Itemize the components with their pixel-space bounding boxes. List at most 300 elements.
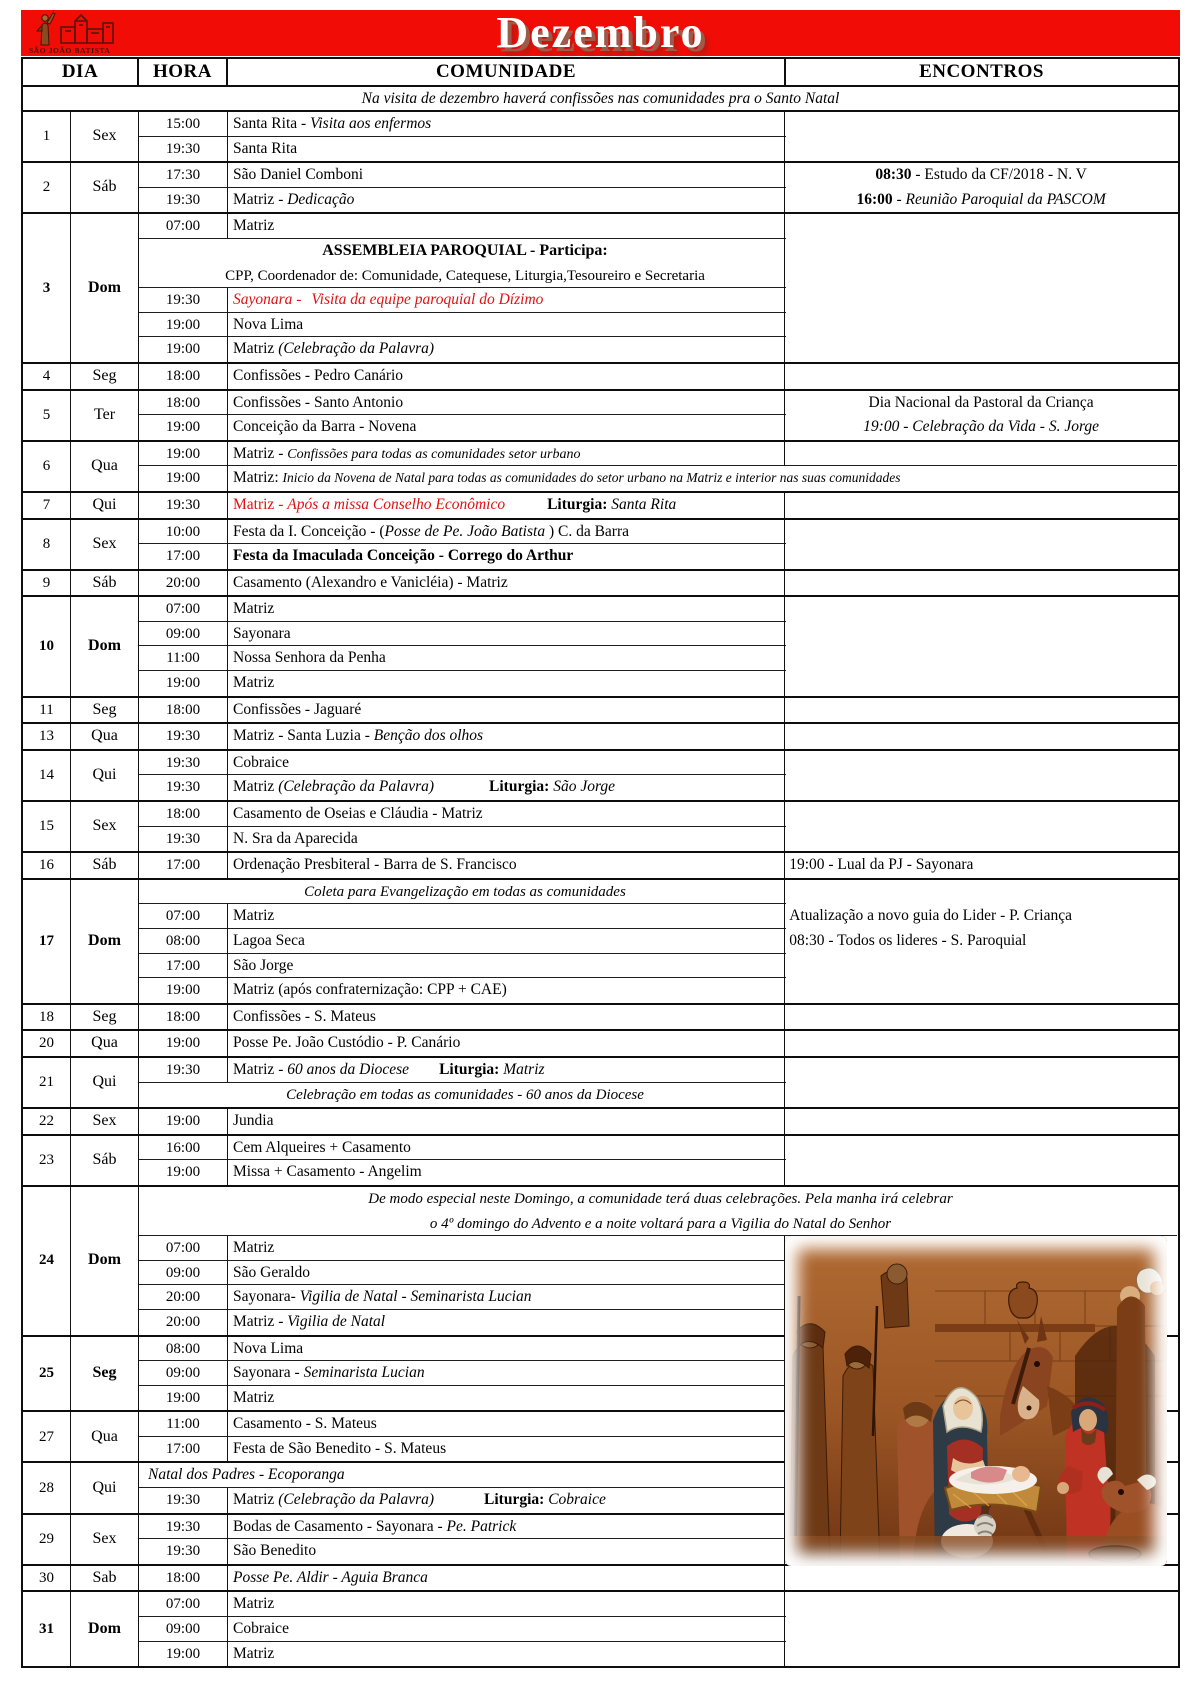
text-segment: Matriz - [233, 190, 288, 208]
community-cell [228, 1005, 786, 1030]
time-cell: 19:00 [139, 978, 228, 1003]
text-segment: Nossa Senhora da Penha [233, 649, 386, 667]
encontros-cell [784, 1031, 1177, 1056]
text-segment: Posse Pe. Aldir - Aguia Branca [233, 1568, 428, 1586]
time-cell: 19:00 [139, 1109, 228, 1134]
text-line [785, 391, 1177, 416]
time-cell: 15:00 [139, 112, 228, 137]
text-line [785, 904, 1177, 929]
text-segment: Festa da Imaculada Conceição - Corrego do Arthur [233, 547, 574, 565]
weekday-cell: Sex [71, 1515, 139, 1564]
community-cell [228, 597, 786, 622]
text-line [144, 1212, 1177, 1237]
text-segment: Matriz (após confraternização: CPP + CAE) [233, 981, 507, 999]
text-segment: Festa de São Benedito - S. Mateus [233, 1439, 447, 1457]
text-segment: (Celebração da Palavra) [278, 340, 435, 358]
community-cell [228, 112, 786, 137]
day-group [23, 1566, 1178, 1593]
text-segment: Santa Rita [611, 495, 677, 513]
month-title: Dezembro [496, 8, 705, 57]
text-line [785, 853, 1177, 878]
text-segment: Inicio da Novena de Natal para todas as comunidades do setor urbano na Matriz e interior nas suas comunidades [282, 470, 901, 486]
encontros-cell [784, 1005, 1177, 1030]
day-number-cell: 9 [23, 571, 71, 596]
encontros-cell [784, 571, 1177, 596]
time-cell: 11:00 [139, 646, 228, 671]
time-cell: 07:00 [139, 1236, 228, 1261]
community-cell [228, 1488, 786, 1513]
day-group [23, 520, 1178, 571]
time-cell: 11:00 [139, 1412, 228, 1437]
day-group [23, 493, 1178, 520]
text-segment: 08:30 [875, 166, 912, 184]
encontros-cell [784, 163, 1177, 212]
community-cell [228, 929, 786, 954]
text-segment: Matriz [233, 1644, 275, 1662]
community-cell [228, 520, 786, 545]
text-line [785, 188, 1177, 213]
day-group [23, 1058, 1178, 1109]
text-segment: De modo especial neste Domingo, a comunidade terá duas celebrações. Pela manha irá celebrar [368, 1190, 953, 1207]
text-segment: São Jorge [553, 778, 616, 796]
day-number-cell: 27 [23, 1412, 71, 1461]
column-header-dia: DIA [23, 59, 139, 85]
text-segment: Dedicação [287, 190, 355, 208]
weekday-cell: Seg [71, 364, 139, 389]
text-segment: Nova Lima [233, 315, 304, 333]
text-segment: - Estudo da CF/2018 - N. V [911, 166, 1087, 184]
day-number-cell: 29 [23, 1515, 71, 1564]
community-cell [228, 1136, 786, 1161]
text-segment: 19:00 - Lual da PJ - Sayonara [789, 856, 974, 874]
community-cell [228, 1437, 786, 1462]
weekday-cell: Seg [71, 698, 139, 723]
text-segment: São Benedito [233, 1542, 317, 1560]
text-segment: Santa Rita - [233, 115, 311, 132]
weekday-cell: Qua [71, 724, 139, 749]
community-cell [228, 1160, 786, 1185]
time-cell: 19:00 [139, 415, 228, 440]
encontros-cell [784, 214, 1177, 362]
time-cell: 19:00 [139, 1642, 228, 1667]
text-segment: Pe. Patrick [446, 1517, 517, 1535]
time-cell: 19:00 [139, 466, 228, 491]
text-segment: Cobraice [233, 1620, 289, 1638]
time-cell: 19:30 [139, 137, 228, 162]
text-segment: N. Sra da Aparecida [233, 829, 358, 847]
community-cell [228, 493, 786, 518]
day-group [23, 751, 1178, 802]
weekday-cell: Sáb [71, 163, 139, 212]
time-cell: 19:30 [139, 493, 228, 518]
community-cell [228, 571, 786, 596]
weekday-cell: Sáb [71, 1136, 139, 1185]
time-cell: 18:00 [139, 1566, 228, 1591]
day-number-cell: 21 [23, 1058, 71, 1107]
month-note: Na visita de dezembro haverá confissões nas comunidades pra o Santo Natal [21, 87, 1180, 112]
text-segment: Matriz [233, 1239, 275, 1257]
parish-logo-caption: SÃO JOÃO BATISTA [29, 46, 111, 55]
time-cell: 18:00 [139, 698, 228, 723]
day-group [23, 163, 1178, 214]
text-segment: Posse Pe. João Custódio - P. Canário [233, 1034, 461, 1052]
text-segment: Matriz [503, 1060, 545, 1078]
day-group [23, 802, 1178, 853]
time-cell: 09:00 [139, 1617, 228, 1642]
community-cell [228, 1236, 786, 1261]
community-span-cell [139, 1187, 1177, 1236]
time-cell: 17:30 [139, 163, 228, 188]
time-cell: 17:00 [139, 1437, 228, 1462]
day-number-cell: 15 [23, 802, 71, 851]
weekday-cell: Qui [71, 1058, 139, 1107]
day-group [23, 571, 1178, 598]
text-segment: 60 anos da Diocese [287, 1060, 410, 1078]
text-segment: Liturgia: [484, 1491, 549, 1509]
weekday-cell: Dom [71, 1592, 139, 1666]
community-cell [228, 1642, 786, 1667]
text-segment: Natal dos Padres - Ecoporanga [148, 1466, 345, 1484]
text-segment: Matriz [233, 1595, 275, 1613]
table-header [21, 57, 1180, 87]
day-number-cell: 5 [23, 391, 71, 440]
community-cell [228, 1566, 786, 1591]
text-segment: Matriz [233, 907, 275, 925]
text-segment: Santa Rita [233, 139, 298, 157]
day-number-cell: 6 [23, 442, 71, 491]
text-segment: Matriz [233, 340, 279, 358]
text-line [144, 1083, 786, 1108]
time-cell: 19:00 [139, 313, 228, 338]
time-cell: 16:00 [139, 1136, 228, 1161]
parish-logo [29, 11, 161, 56]
weekday-cell: Qui [71, 751, 139, 800]
text-segment: 19:00 - Celebração da Vida - S. Jorge [863, 418, 1100, 436]
community-cell [228, 137, 786, 162]
time-cell: 07:00 [139, 597, 228, 622]
text-segment: Reunião Paroquial da PASCOM [905, 190, 1106, 208]
community-span-cell [139, 239, 786, 288]
community-cell [228, 544, 786, 569]
weekday-cell: Sáb [71, 571, 139, 596]
community-cell [228, 1337, 786, 1362]
time-cell: 19:30 [139, 827, 228, 852]
text-segment: Matriz [233, 778, 279, 796]
text-segment: CPP, Coordenador de: Comunidade, Catequese, Liturgia,Tesoureiro e Secretaria [225, 267, 705, 284]
text-segment: Confissões - Pedro Canário [233, 366, 404, 384]
community-cell [228, 1058, 786, 1083]
day-number-cell: 11 [23, 698, 71, 723]
text-segment: Matriz [233, 1388, 275, 1406]
encontros-cell [784, 880, 1177, 1003]
text-segment: Lagoa Seca [233, 932, 305, 949]
weekday-cell: Sex [71, 802, 139, 851]
weekday-cell: Sex [71, 1109, 139, 1134]
encontros-cell [784, 520, 1177, 569]
text-segment: Nova Lima [233, 1339, 304, 1357]
text-segment: Liturgia: [489, 778, 554, 796]
time-cell: 20:00 [139, 1310, 228, 1335]
encontros-cell [784, 597, 1177, 695]
text-segment: 08:30 - Todos os lideres - S. Paroquial [789, 932, 1027, 949]
community-cell [228, 646, 786, 671]
nativity-scene [785, 1236, 1167, 1566]
time-cell: 18:00 [139, 391, 228, 416]
day-group [23, 391, 1178, 442]
day-group [23, 597, 1178, 697]
text-segment: Vigilia de Natal [287, 1312, 386, 1330]
text-line [144, 880, 786, 905]
text-line [144, 1187, 1177, 1212]
community-cell [228, 1617, 786, 1642]
text-segment: Cem Alqueires + Casamento [233, 1138, 411, 1156]
text-segment: (Celebração da Palavra) [278, 1491, 435, 1509]
weekday-cell: Qui [71, 493, 139, 518]
time-cell: 20:00 [139, 571, 228, 596]
time-cell: 08:00 [139, 929, 228, 954]
community-cell [228, 214, 786, 239]
weekday-cell: Qua [71, 442, 139, 491]
day-group [23, 698, 1178, 725]
community-cell [228, 163, 786, 188]
community-cell [228, 724, 786, 749]
text-segment: Matriz - [233, 1060, 288, 1078]
community-cell [228, 698, 786, 723]
day-number-cell: 17 [23, 880, 71, 1003]
text-segment: Confissões - Jaguaré [233, 700, 362, 718]
column-header-comunidade: COMUNIDADE [228, 59, 786, 85]
community-cell [228, 313, 786, 338]
weekday-cell: Seg [71, 1005, 139, 1030]
community-cell [228, 337, 786, 362]
time-cell: 19:00 [139, 337, 228, 362]
day-number-cell: 24 [23, 1187, 71, 1335]
community-cell [228, 1310, 786, 1335]
time-cell: 20:00 [139, 1285, 228, 1310]
text-segment: Casamento de Oseias e Cláudia - Matriz [233, 805, 483, 823]
day-number-cell: 31 [23, 1592, 71, 1666]
time-cell: 07:00 [139, 1592, 228, 1617]
weekday-cell: Seg [71, 1337, 139, 1411]
text-segment: Confissões para todas as comunidades setor urbano [287, 446, 581, 462]
day-group [23, 1136, 1178, 1187]
text-line [144, 264, 786, 289]
column-header-encontros: ENCONTROS [919, 61, 1044, 82]
day-number-cell: 13 [23, 724, 71, 749]
text-segment: Liturgia: [547, 495, 612, 513]
encontros-cell [784, 1136, 1177, 1185]
community-cell [228, 827, 786, 852]
text-segment: Confissões - Santo Antonio [233, 393, 404, 411]
community-cell [228, 442, 786, 467]
time-cell: 19:30 [139, 288, 228, 313]
community-cell [228, 622, 786, 647]
encontros-cell [784, 698, 1177, 723]
community-cell [228, 751, 786, 776]
text-segment: Sayonara [233, 624, 291, 642]
time-cell: 17:00 [139, 853, 228, 878]
community-span-cell [139, 880, 786, 905]
time-cell: 07:00 [139, 904, 228, 929]
time-cell: 09:00 [139, 622, 228, 647]
text-segment: Matriz - [233, 1312, 288, 1330]
encontros-cell [784, 1109, 1177, 1134]
text-segment: Dia Nacional da Pastoral da Criança [868, 393, 1094, 411]
day-number-cell: 18 [23, 1005, 71, 1030]
day-group [23, 724, 1178, 751]
community-cell [228, 1361, 786, 1386]
column-header-hora: HORA [139, 59, 228, 85]
encontros-cell [784, 442, 1177, 467]
community-cell [228, 904, 786, 929]
day-number-cell: 3 [23, 214, 71, 362]
text-line [785, 163, 1177, 188]
time-cell: 10:00 [139, 520, 228, 545]
time-cell: 19:30 [139, 1058, 228, 1083]
community-cell [228, 1515, 786, 1540]
text-segment: Visita aos enfermos [310, 115, 432, 132]
day-number-cell: 25 [23, 1337, 71, 1411]
community-cell [228, 415, 786, 440]
text-segment: Atualização a novo guia do Lider - P. Criança [789, 907, 1072, 925]
encontros-cell [784, 1592, 1177, 1666]
time-cell: 17:00 [139, 544, 228, 569]
community-cell [228, 1539, 786, 1564]
community-span-cell [139, 1463, 786, 1488]
text-segment: Cobraice [548, 1491, 606, 1509]
community-cell [228, 364, 786, 389]
day-number-cell: 1 [23, 112, 71, 161]
community-cell [228, 671, 786, 696]
weekday-cell: Qua [71, 1031, 139, 1056]
time-cell: 19:30 [139, 751, 228, 776]
encontros-cell [784, 751, 1177, 800]
text-segment: Matriz [233, 1491, 279, 1509]
community-cell [228, 802, 786, 827]
text-line [144, 1463, 786, 1488]
encontros-cell [784, 1566, 1177, 1591]
text-segment: 16:00 [856, 190, 893, 208]
weekday-cell: Ter [71, 391, 139, 440]
text-segment: Sayonara - [233, 291, 306, 309]
time-cell: 18:00 [139, 364, 228, 389]
encontros-cell [784, 112, 1177, 161]
time-cell: 19:00 [139, 1160, 228, 1185]
text-segment: Seminarista Lucian [303, 1364, 425, 1382]
text-segment: Após a missa Conselho Econômico [287, 495, 506, 513]
weekday-cell: Sex [71, 112, 139, 161]
encontros-cell [784, 1058, 1177, 1107]
community-cell [228, 1386, 786, 1411]
text-line [785, 415, 1177, 440]
day-number-cell: 4 [23, 364, 71, 389]
text-segment: Matriz [233, 600, 275, 618]
encontros-cell [784, 391, 1177, 440]
day-group [23, 214, 1178, 364]
community-cell [228, 1261, 786, 1286]
weekday-cell: Dom [71, 597, 139, 695]
community-cell [228, 775, 786, 800]
text-line [785, 929, 1177, 954]
day-group [23, 1592, 1178, 1666]
text-segment: - [892, 190, 906, 208]
community-cell [228, 1109, 786, 1134]
text-segment: Matriz - [233, 495, 288, 513]
text-segment: Jundia [233, 1112, 274, 1130]
text-segment: São Jorge [233, 956, 294, 974]
community-cell [228, 391, 786, 416]
time-cell: 19:30 [139, 1539, 228, 1564]
text-segment: Sayonara - [233, 1364, 304, 1382]
text-segment: Bodas de Casamento - Sayonara - [233, 1517, 447, 1535]
time-cell: 19:00 [139, 1386, 228, 1411]
day-group [23, 1005, 1178, 1032]
text-segment: ) C. da Barra [545, 522, 630, 540]
time-cell: 19:00 [139, 1031, 228, 1056]
text-segment: Coleta para Evangelização em todas as comunidades [304, 883, 626, 900]
text-segment: Celebração em todas as comunidades - 60 anos da Diocese [286, 1086, 644, 1103]
encontros-cell [784, 802, 1177, 851]
day-number-cell: 8 [23, 520, 71, 569]
day-number-cell: 30 [23, 1566, 71, 1591]
nativity-image [785, 1236, 1167, 1566]
encontros-cell [784, 853, 1177, 878]
time-cell: 19:30 [139, 188, 228, 213]
weekday-cell: Sex [71, 520, 139, 569]
community-cell [228, 1031, 786, 1056]
text-segment: Posse de Pe. João Batista [384, 522, 546, 540]
community-cell [228, 954, 786, 979]
community-cell [228, 466, 1177, 491]
community-cell [228, 1285, 786, 1310]
encontros-cell [784, 493, 1177, 518]
community-cell [228, 1412, 786, 1437]
weekday-cell: Qui [71, 1463, 139, 1512]
weekday-cell: Dom [71, 214, 139, 362]
text-segment: Benção dos olhos [373, 727, 484, 745]
weekday-cell: Qua [71, 1412, 139, 1461]
time-cell: 19:30 [139, 775, 228, 800]
text-segment: Ordenação Presbiteral - Barra de S. Francisco [233, 856, 517, 874]
text-segment: Matriz [233, 674, 275, 692]
time-cell: 09:00 [139, 1261, 228, 1286]
text-segment: Liturgia: [439, 1060, 504, 1078]
time-cell: 19:30 [139, 1515, 228, 1540]
text-segment: Confissões - S. Mateus [233, 1007, 376, 1025]
time-cell: 19:30 [139, 724, 228, 749]
community-span-cell [139, 1083, 786, 1108]
time-cell: 07:00 [139, 214, 228, 239]
day-number-cell: 23 [23, 1136, 71, 1185]
day-group [23, 880, 1178, 1005]
weekday-cell: Sáb [71, 853, 139, 878]
time-cell: 18:00 [139, 802, 228, 827]
text-line [144, 239, 786, 264]
day-number-cell: 2 [23, 163, 71, 212]
time-cell: 19:30 [139, 1488, 228, 1513]
time-cell: 08:00 [139, 1337, 228, 1362]
encontros-cell [784, 724, 1177, 749]
day-group [23, 442, 1178, 493]
day-group [23, 112, 1178, 163]
text-segment: Missa + Casamento - Angelim [233, 1163, 422, 1181]
time-cell: 17:00 [139, 954, 228, 979]
month-banner [21, 10, 1180, 56]
text-segment: São Daniel Comboni [233, 166, 364, 184]
text-segment: Casamento (Alexandro e Vanicléia) - Matriz [233, 573, 508, 591]
community-cell [228, 1592, 786, 1617]
encontros-cell [784, 364, 1177, 389]
